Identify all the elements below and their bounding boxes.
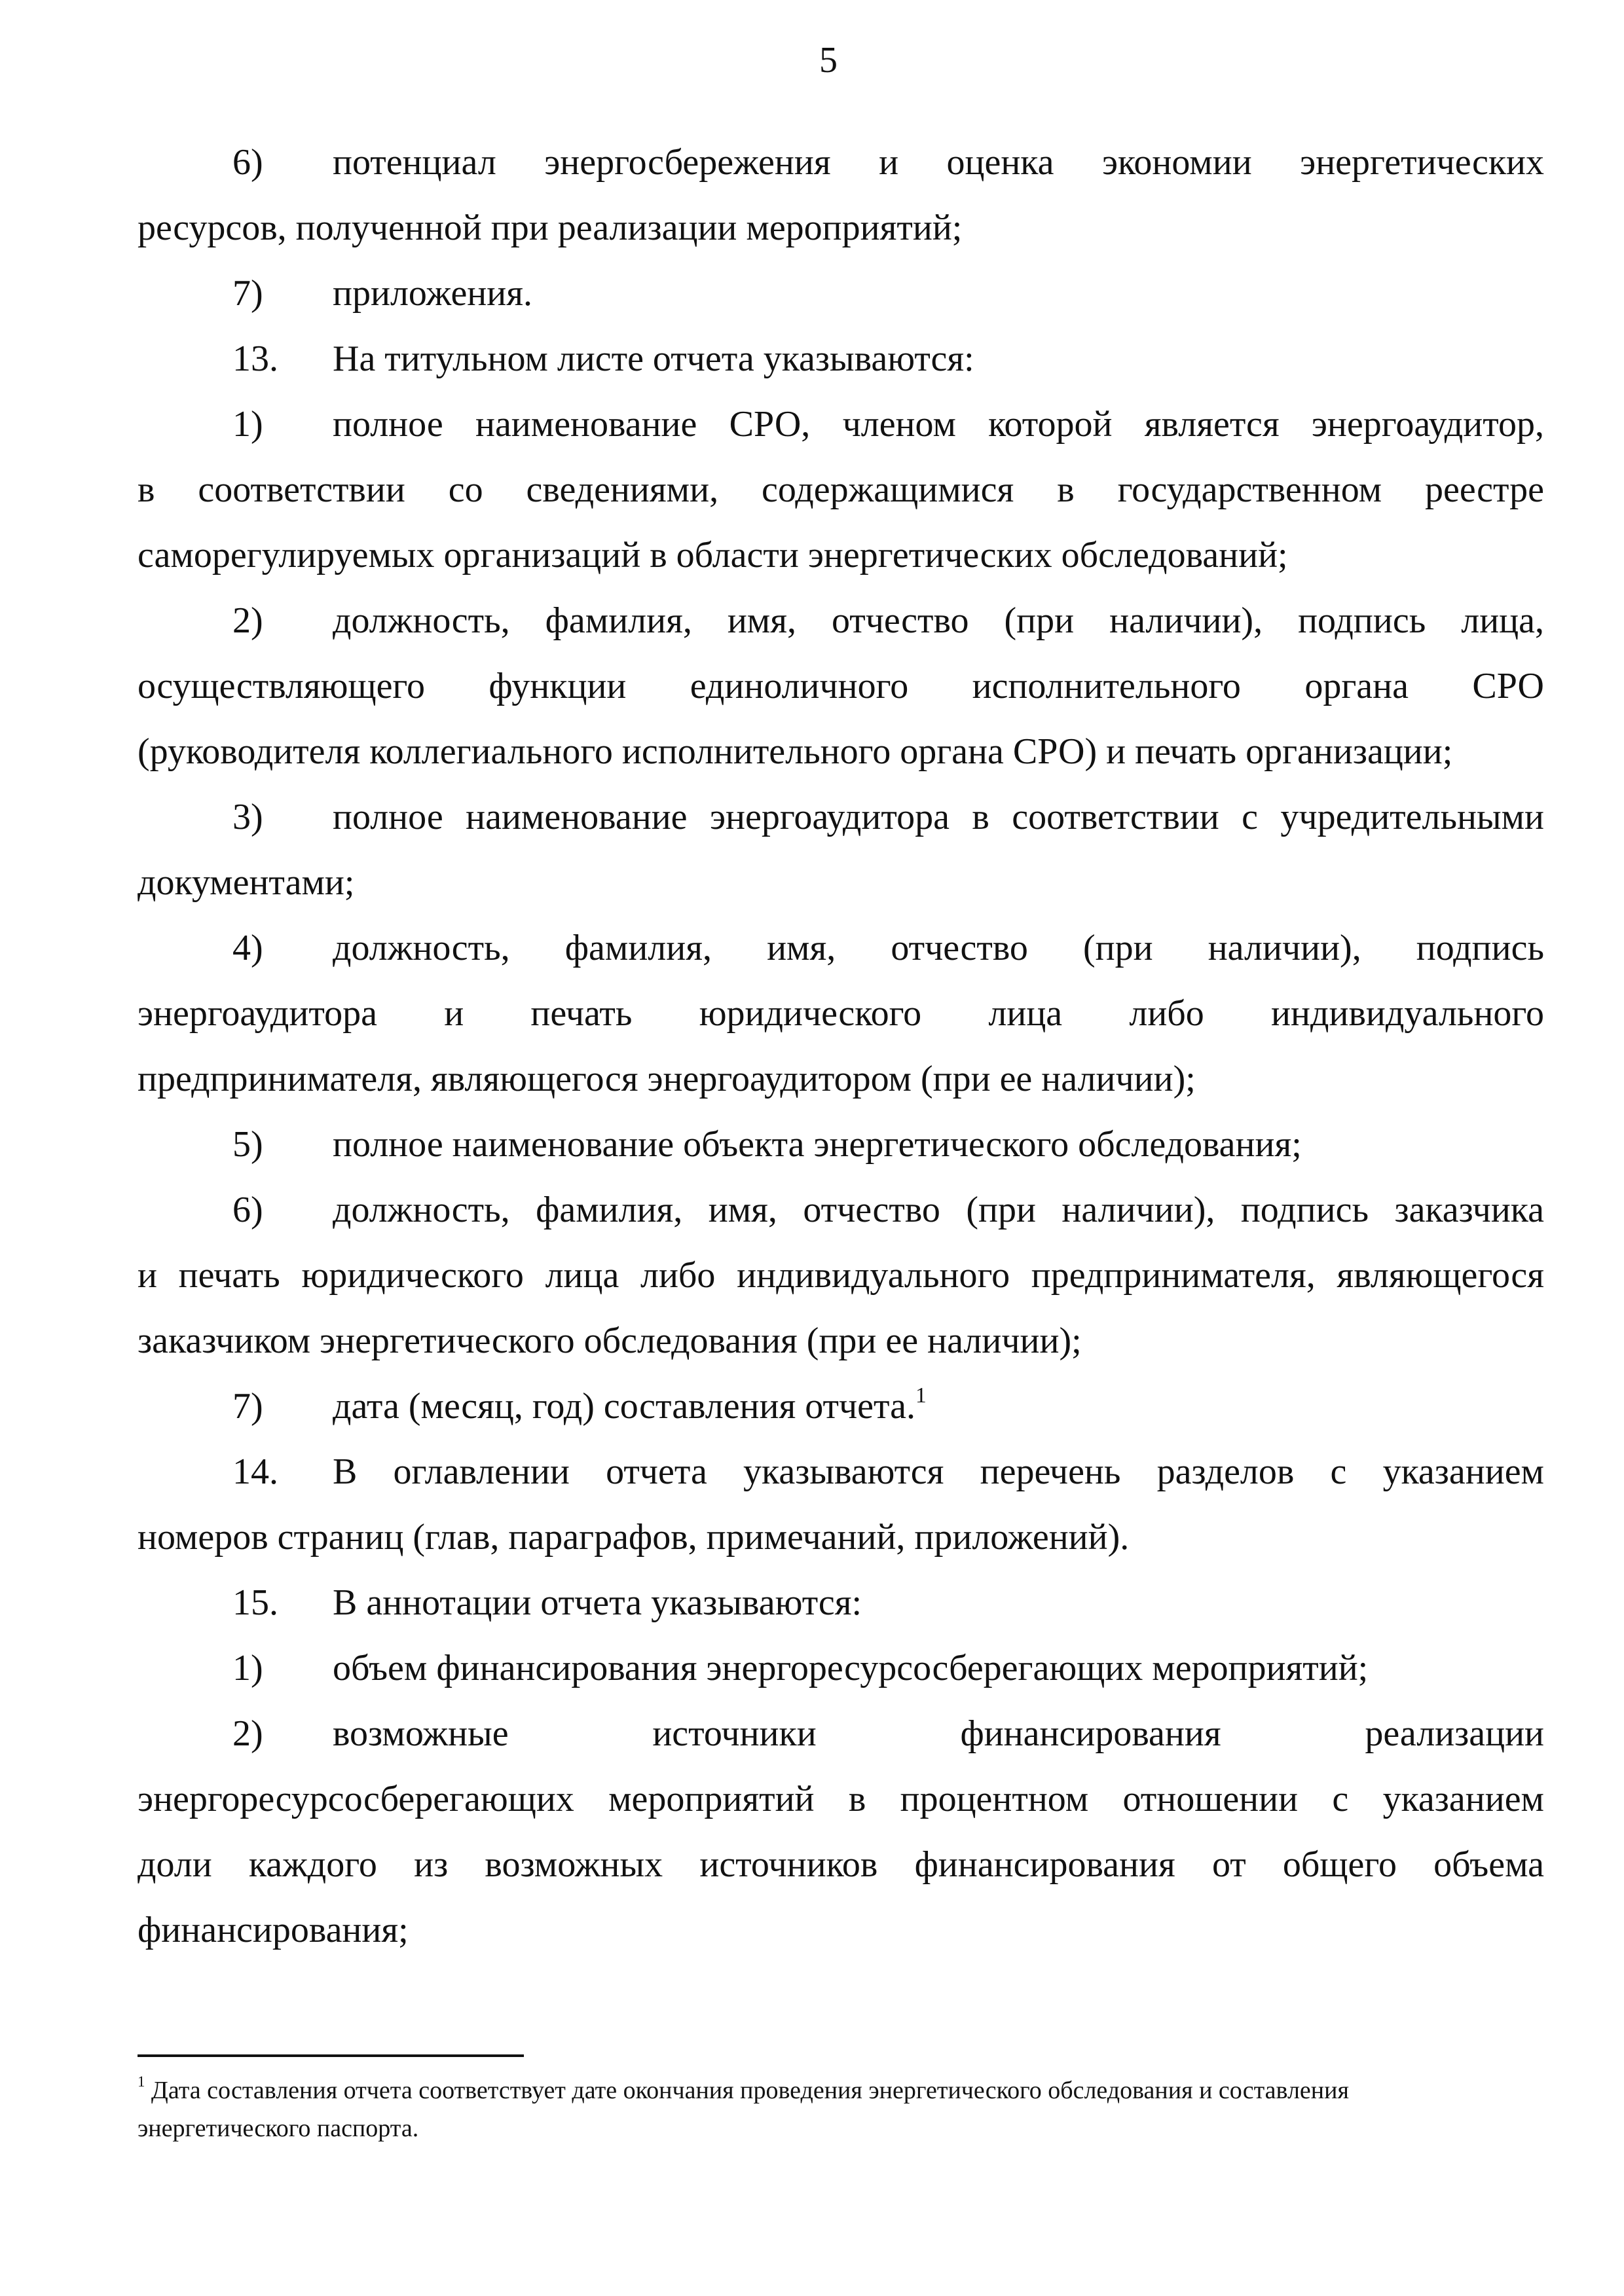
paragraph-line: номеров страниц (глав, параграфов, примечаний, приложений). [138,1517,1130,1558]
page-number: 5 [819,40,838,81]
item-number: 2) [232,1713,263,1754]
paragraph-line: энергоаудитора и печать юридического лица либо индивидуального [138,993,1544,1034]
footnote-separator [138,2054,524,2057]
paragraph-line: ресурсов, полученной при реализации мероприятий; [138,208,963,248]
paragraph-line: полное наименование энергоаудитора в соответствии с учредительными [333,797,1544,837]
item-number: 3) [232,797,263,837]
section-heading: В аннотации отчета указываются: [333,1582,862,1623]
paragraph-line: полное наименование СРО, членом которой является энергоаудитор, [333,404,1544,445]
paragraph-line: в соответствии со сведениями, содержащимися в государственном реестре [138,469,1544,510]
paragraph-line: объем финансирования энергоресурсосберегающих мероприятий; [333,1648,1369,1688]
paragraph-line [333,1383,927,1429]
paragraph-line: энергоресурсосберегающих мероприятий в процентном отношении с указанием [138,1779,1544,1819]
item-number: 6) [232,142,263,183]
item-number: 1) [232,1648,263,1688]
footnote-line [138,2074,1349,2107]
section-number: 14. [232,1451,278,1492]
section-heading: На титульном листе отчета указываются: [333,338,974,379]
paragraph-line: и печать юридического лица либо индивидуального предпринимателя, являющегося [138,1255,1544,1296]
item-number: 7) [232,273,263,314]
item-number: 2) [232,600,263,641]
paragraph-line: (руководителя коллегиального исполнительного органа СРО) и печать организации; [138,731,1453,772]
paragraph-line: должность, фамилия, имя, отчество (при наличии), подпись лица, [333,600,1544,641]
item-number: 4) [232,928,263,968]
paragraph-line: потенциал энергосбережения и оценка экономии энергетических [333,142,1544,183]
section-number: 13. [232,338,278,379]
section-number: 15. [232,1582,278,1623]
paragraph-line: должность, фамилия, имя, отчество (при наличии), подпись [333,928,1544,968]
paragraph-line: саморегулируемых организаций в области энергетических обследований; [138,535,1288,575]
footnote-marker: 1 [138,2073,145,2090]
paragraph-line: осуществляющего функции единоличного исполнительного органа СРО [138,666,1544,706]
paragraph-line: доли каждого из возможных источников финансирования от общего объема [138,1844,1544,1885]
paragraph-line: В оглавлении отчета указываются перечень разделов с указанием [333,1451,1544,1492]
footnote-text: Дата составления отчета соответствует дате окончания проведения энергетического обследования и составления [151,2077,1349,2104]
paragraph-line: возможные источники финансирования реализации [333,1713,1544,1754]
paragraph-line: финансирования; [138,1910,409,1950]
footnote-line: энергетического паспорта. [138,2115,419,2142]
item-number: 5) [232,1124,263,1165]
item-number: 7) [232,1386,263,1427]
paragraph-line: полное наименование объекта энергетического обследования; [333,1124,1302,1165]
footnote-reference[interactable]: 1 [915,1383,927,1408]
paragraph-line: должность, фамилия, имя, отчество (при наличии), подпись заказчика [333,1190,1544,1230]
paragraph-line: документами; [138,862,355,903]
paragraph-line: заказчиком энергетического обследования (при ее наличии); [138,1321,1082,1361]
paragraph-line: приложения. [333,273,532,314]
paragraph-line: предпринимателя, являющегося энергоаудитором (при ее наличии); [138,1059,1196,1099]
item-number: 6) [232,1190,263,1230]
item-number: 1) [232,404,263,445]
paragraph-text: дата (месяц, год) составления отчета. [333,1386,916,1427]
